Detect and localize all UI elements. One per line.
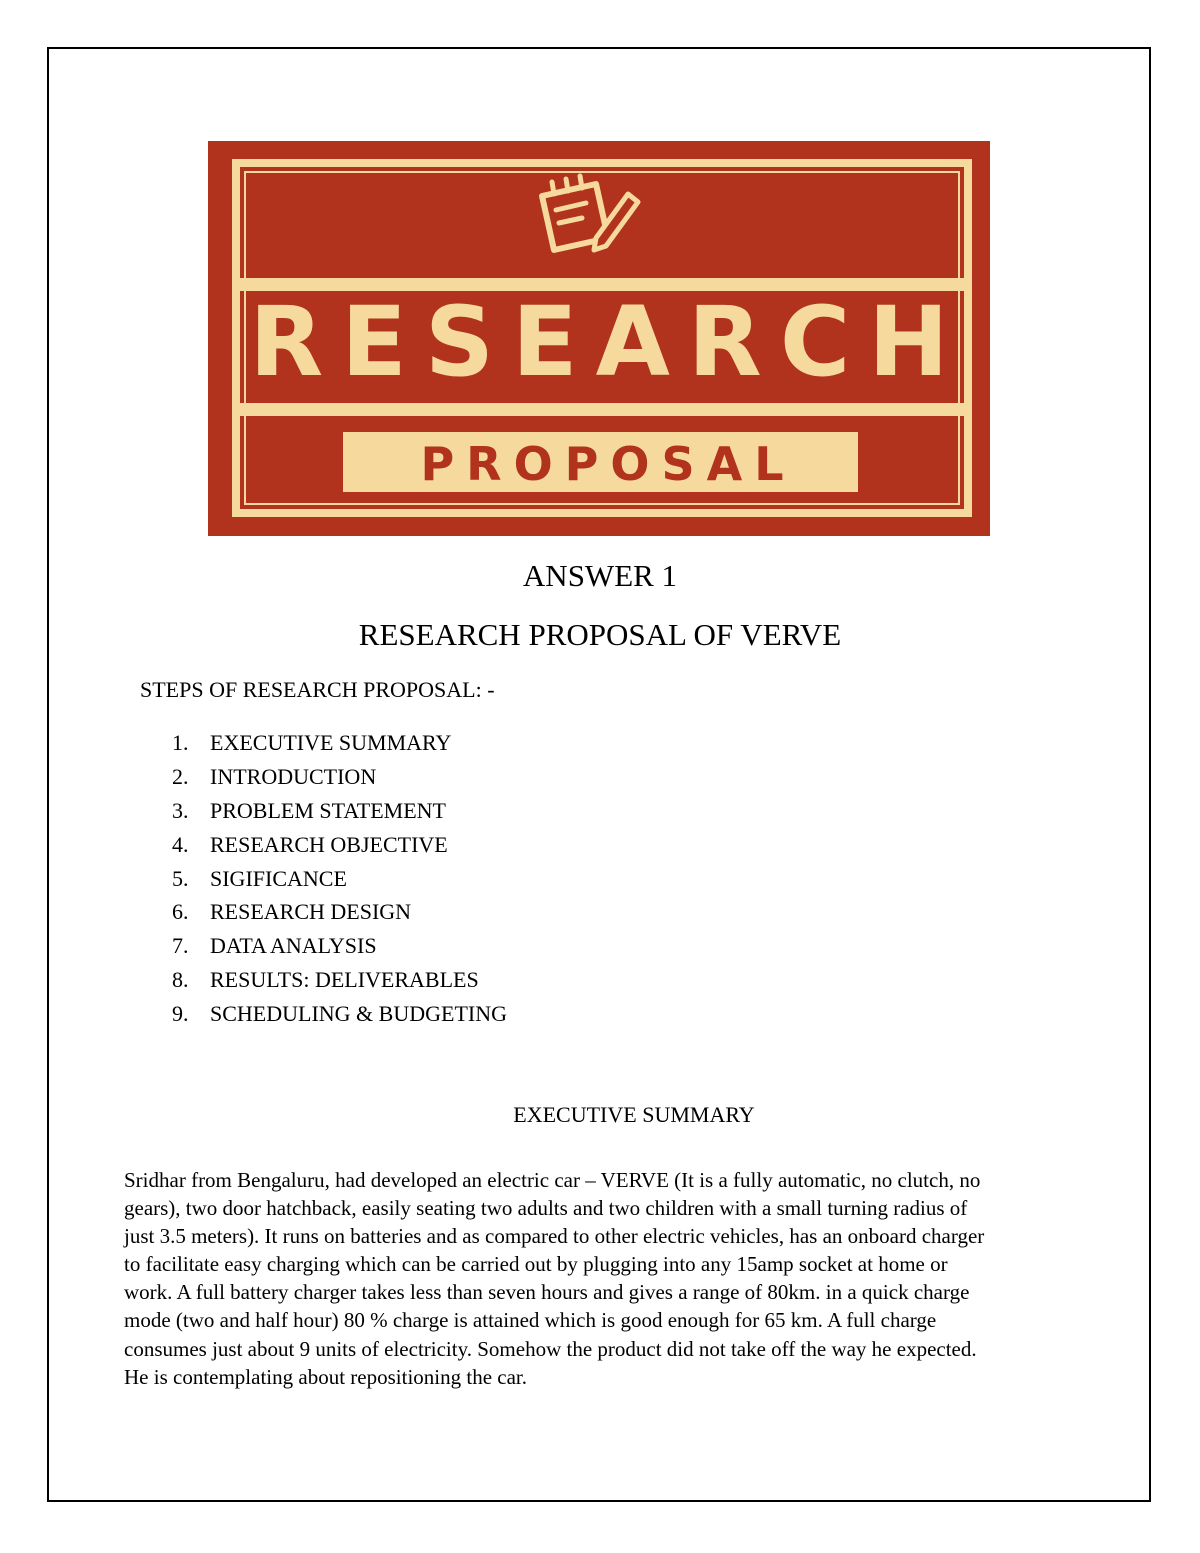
list-number: 1.	[172, 730, 189, 755]
paragraph-line: just 3.5 meters). It runs on batteries and as compared to other electric vehicles, has an onboard charger	[124, 1224, 985, 1249]
list-label: RESULTS: DELIVERABLES	[210, 967, 479, 993]
list-item	[172, 762, 507, 796]
list-number: 7.	[172, 933, 189, 959]
list-number: 4.	[172, 831, 189, 857]
steps-title: STEPS OF RESEARCH PROPOSAL: -	[140, 677, 495, 702]
paragraph-line: mode (two and half hour) 80 % charge is attained which is good enough for 65 km. A full charge	[124, 1308, 937, 1333]
banner-title: RESEARCH	[249, 286, 967, 398]
list-label: EXECUTIVE SUMMARY	[210, 730, 452, 755]
list-item	[172, 796, 507, 830]
list-label: RESEARCH OBJECTIVE	[210, 831, 448, 857]
paragraph-line: to facilitate easy charging which can be carried out by plugging into any 15amp socket at home or	[124, 1252, 948, 1277]
list-label: RESEARCH DESIGN	[210, 899, 412, 925]
steps-list	[172, 728, 507, 1033]
list-item	[172, 897, 507, 931]
list-label: PROBLEM STATEMENT	[210, 797, 446, 823]
proposal-title: RESEARCH PROPOSAL OF VERVE	[358, 617, 842, 652]
research-proposal-banner	[208, 141, 990, 536]
list-item	[172, 999, 507, 1033]
paragraph-line: He is contemplating about repositioning the car.	[124, 1364, 527, 1389]
list-number: 2.	[172, 763, 189, 789]
list-item	[172, 830, 507, 864]
list-item	[172, 864, 507, 898]
list-number: 9.	[172, 1001, 189, 1027]
executive-summary-paragraph	[124, 1166, 1114, 1391]
list-label: SCHEDULING & BUDGETING	[210, 1001, 507, 1027]
paragraph-line: gears), two door hatchback, easily seating two adults and two children with a small turning radius of	[124, 1196, 968, 1221]
list-number: 8.	[172, 967, 189, 993]
list-item	[172, 965, 507, 999]
answer-heading: ANSWER 1	[522, 558, 678, 593]
list-number: 5.	[172, 865, 189, 891]
list-label: DATA ANALYSIS	[210, 933, 377, 959]
list-number: 6.	[172, 899, 189, 925]
list-item	[172, 728, 507, 762]
banner-subtitle: PROPOSAL	[420, 437, 796, 491]
paragraph-line: Sridhar from Bengaluru, had developed an electric car – VERVE (It is a fully automatic, no clutch, no	[124, 1168, 981, 1192]
notepad-pencil-icon	[542, 176, 638, 250]
list-label: SIGIFICANCE	[210, 865, 347, 891]
list-label: INTRODUCTION	[210, 763, 377, 789]
executive-summary-heading: EXECUTIVE SUMMARY	[513, 1102, 755, 1127]
list-number: 3.	[172, 797, 189, 823]
paragraph-line: work. A full battery charger takes less than seven hours and gives a range of 80km. in a quick charge	[124, 1280, 970, 1305]
paragraph-line: consumes just about 9 units of electricity. Somehow the product did not take off the way he expected.	[124, 1336, 977, 1361]
list-item	[172, 931, 507, 965]
